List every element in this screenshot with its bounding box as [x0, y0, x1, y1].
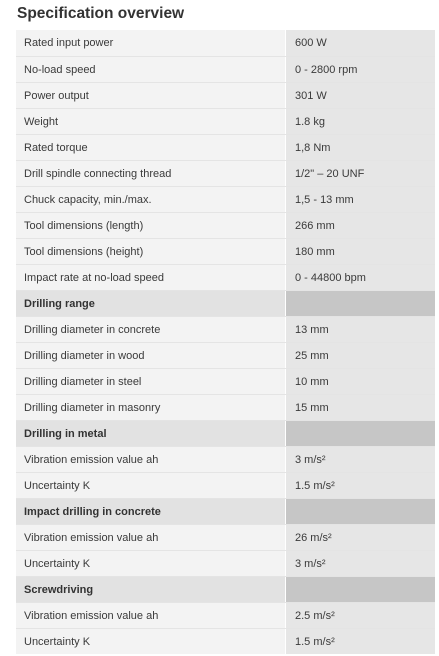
- spec-label: Drilling diameter in masonry: [16, 395, 286, 420]
- spec-row: [16, 602, 435, 628]
- spec-row: [16, 446, 435, 472]
- spec-value: 15 mm: [286, 395, 435, 420]
- spec-value: 1,8 Nm: [286, 135, 435, 160]
- spec-label: Vibration emission value ah: [16, 447, 286, 472]
- section-header-impact-drilling-in-concrete: [16, 498, 435, 524]
- spec-value: 2.5 m/s²: [286, 603, 435, 628]
- spec-row: [16, 316, 435, 342]
- spec-value: 0 - 2800 rpm: [286, 57, 435, 82]
- spec-value: 1.5 m/s²: [286, 473, 435, 498]
- spec-row: [16, 368, 435, 394]
- spec-value: 301 W: [286, 83, 435, 108]
- spec-row: [16, 550, 435, 576]
- spec-value: 3 m/s²: [286, 447, 435, 472]
- spec-value: 266 mm: [286, 213, 435, 238]
- section-value: [286, 499, 435, 524]
- spec-row: [16, 160, 435, 186]
- section-title: Drilling range: [16, 291, 286, 316]
- spec-row: [16, 342, 435, 368]
- spec-label: Uncertainty K: [16, 473, 286, 498]
- spec-label: Uncertainty K: [16, 551, 286, 576]
- spec-label: Rated torque: [16, 135, 286, 160]
- spec-label: Impact rate at no-load speed: [16, 265, 286, 290]
- section-header-drilling-range: [16, 290, 435, 316]
- spec-row: [16, 186, 435, 212]
- spec-label: Vibration emission value ah: [16, 525, 286, 550]
- spec-value: 25 mm: [286, 343, 435, 368]
- spec-label: Power output: [16, 83, 286, 108]
- spec-label: Drilling diameter in steel: [16, 369, 286, 394]
- section-value: [286, 577, 435, 602]
- page-title: Specification overview: [17, 5, 185, 22]
- spec-row: [16, 524, 435, 550]
- spec-label: Rated input power: [16, 30, 286, 56]
- spec-label: Drilling diameter in concrete: [16, 317, 286, 342]
- spec-value: 600 W: [286, 30, 435, 56]
- spec-row: [16, 238, 435, 264]
- specification-table: [16, 30, 435, 654]
- section-value: [286, 291, 435, 316]
- spec-value: 26 m/s²: [286, 525, 435, 550]
- spec-value: 1.5 m/s²: [286, 629, 435, 654]
- spec-label: Tool dimensions (length): [16, 213, 286, 238]
- spec-value: 1,5 - 13 mm: [286, 187, 435, 212]
- spec-value: 10 mm: [286, 369, 435, 394]
- spec-row: [16, 472, 435, 498]
- spec-label: Tool dimensions (height): [16, 239, 286, 264]
- spec-label: Chuck capacity, min./max.: [16, 187, 286, 212]
- spec-row: [16, 82, 435, 108]
- spec-row: [16, 394, 435, 420]
- spec-row: [16, 56, 435, 82]
- spec-row: [16, 134, 435, 160]
- spec-label: Drill spindle connecting thread: [16, 161, 286, 186]
- spec-value: 1.8 kg: [286, 109, 435, 134]
- spec-row: [16, 30, 435, 56]
- spec-value: 0 - 44800 bpm: [286, 265, 435, 290]
- spec-value: 3 m/s²: [286, 551, 435, 576]
- spec-label: No-load speed: [16, 57, 286, 82]
- section-title: Impact drilling in concrete: [16, 499, 286, 524]
- section-header-screwdriving: [16, 576, 435, 602]
- section-title: Screwdriving: [16, 577, 286, 602]
- spec-row: [16, 264, 435, 290]
- spec-row: [16, 628, 435, 654]
- section-title: Drilling in metal: [16, 421, 286, 446]
- section-header-drilling-in-metal: [16, 420, 435, 446]
- spec-label: Drilling diameter in wood: [16, 343, 286, 368]
- spec-label: Uncertainty K: [16, 629, 286, 654]
- spec-row: [16, 108, 435, 134]
- spec-label: Weight: [16, 109, 286, 134]
- spec-row: [16, 212, 435, 238]
- spec-value: 1/2" – 20 UNF: [286, 161, 435, 186]
- spec-label: Vibration emission value ah: [16, 603, 286, 628]
- section-value: [286, 421, 435, 446]
- spec-value: 13 mm: [286, 317, 435, 342]
- spec-value: 180 mm: [286, 239, 435, 264]
